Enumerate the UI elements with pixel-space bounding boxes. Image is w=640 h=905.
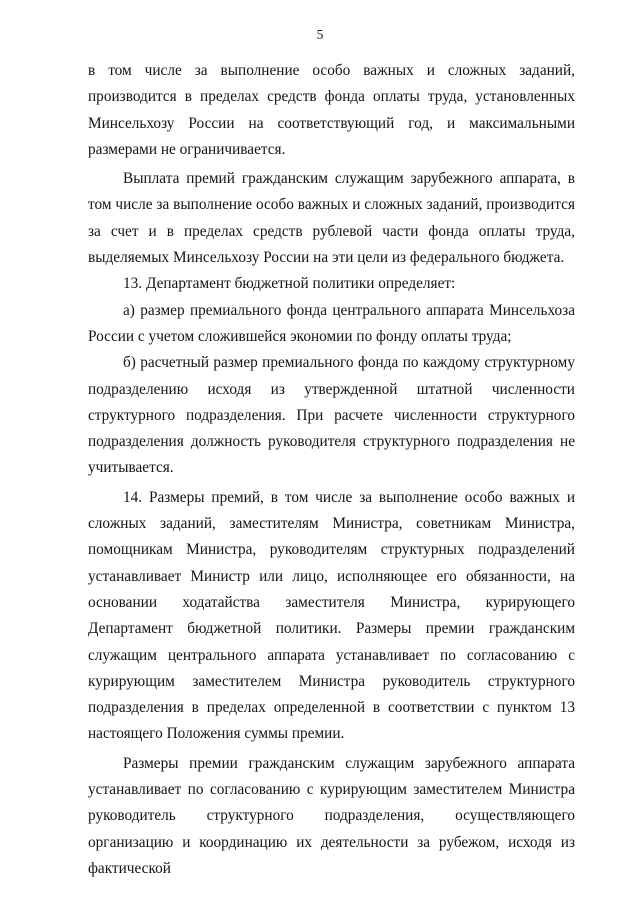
paragraph-foreign-staff-amounts: Размеры премии гражданским служащим зарубежного аппарата устанавливает по согласованию с курирующим заместителем Министра руководитель структурного подразделения, осуществляющего организацию и координацию их деятельности за рубежом, исходя из фактической: [88, 754, 575, 877]
paragraph-foreign-staff-bonus: Выплата премий гражданским служащим зарубежного аппарата, в том числе за выполнение особо важных и сложных заданий, производится за счет и в пределах средств рублевой части фонда оплаты труда, выделяемых Минсельхозу России на эти цели из федерального бюджета.: [88, 170, 575, 267]
paragraph-continuation: в том числе за выполнение особо важных и сложных заданий, производится в пределах средств фонда оплаты труда, установленных Минсельхозу России на соответствующий год, и максимальными размерами не ограничивается.: [88, 62, 575, 158]
paragraph-item-14: 14. Размеры премий, в том числе за выполнение особо важных и сложных заданий, заместителям Министра, советникам Министра, помощникам Министра, руководителям структурных подразделений устанавливает Министр или лицо, исполняющее его обязанности, на основании ходатайства заместителя Министра, курирующего Департамент бюджетной политики. Размеры премии гражданским служащим центрального аппарата устанавливает по согласованию с курирующим заместителем Министра руководитель структурного подразделения в пределах определенной в соответствии с пунктом 13 настоящего Положения суммы премии.: [88, 488, 575, 743]
document-body: [88, 58, 575, 882]
paragraph-item-13-a: а) размер премиального фонда центрального аппарата Минсельхоза России с учетом сложившейся экономии по фонду оплаты труда;: [88, 301, 575, 345]
paragraph-item-13: 13. Департамент бюджетной политики определяет:: [123, 275, 456, 293]
page-number: 5: [316, 27, 324, 42]
paragraph-item-13-b: б) расчетный размер премиального фонда по каждому структурному подразделению исходя из утвержденной штатной численности структурного подразделения. При расчете численности структурного подразделения должность руководителя структурного подразделения не учитывается.: [88, 354, 575, 477]
